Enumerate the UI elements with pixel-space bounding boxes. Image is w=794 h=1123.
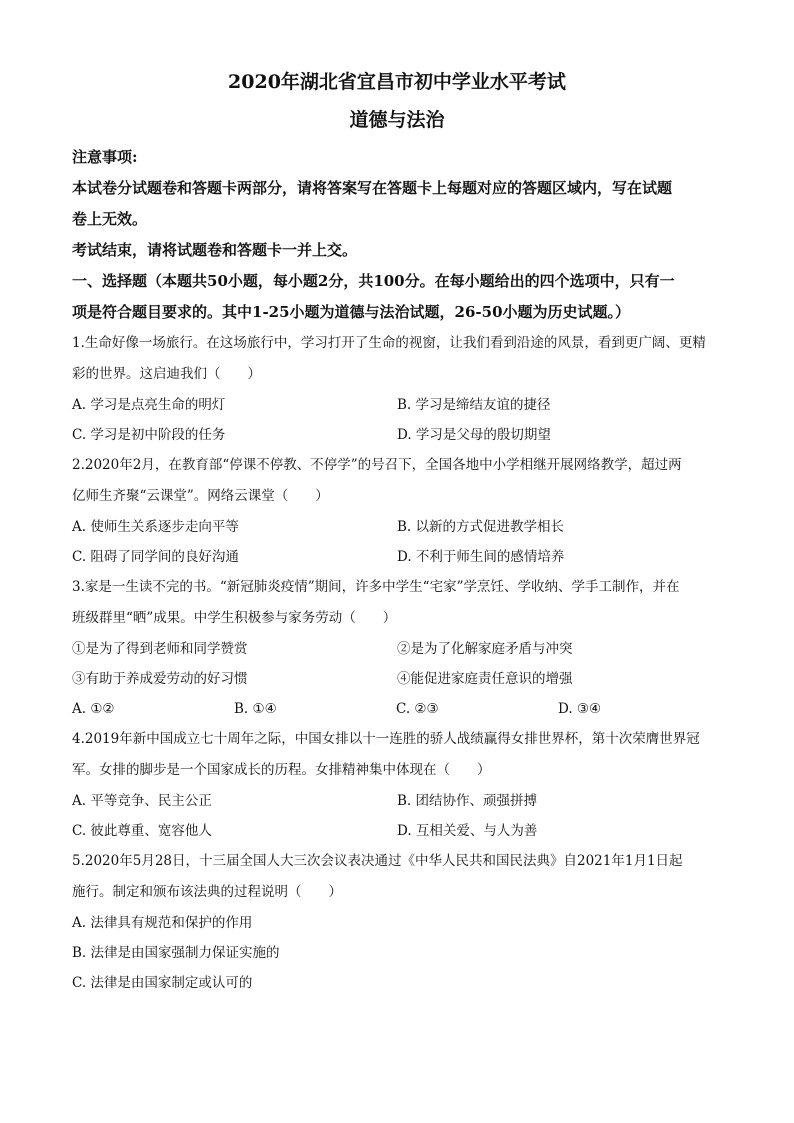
statement-2: ②是为了化解家庭矛盾与冲突: [397, 641, 573, 657]
option-a: A. 使师生关系逐步走向平等: [72, 519, 239, 535]
option-b: B. 学习是缔结友谊的捷径: [397, 397, 551, 413]
question-stem-line: 1.生命好像一场旅行。在这场旅行中，学习打开了生命的视窗，让我们看到沿途的风景，看到更广阔、更精: [72, 335, 706, 351]
option-c: C. ②③: [396, 701, 439, 717]
exam-page: [72, 68, 722, 998]
notice-heading: 注意事项:: [72, 148, 138, 166]
option-list: [72, 786, 722, 846]
option-a: A. 平等竞争、民主公正: [72, 793, 212, 809]
question-5: [72, 846, 722, 998]
option-a: A. 学习是点亮生命的明灯: [72, 397, 226, 413]
notice-line-2: 卷上无效。: [72, 210, 148, 228]
question-stem-line: 施行。制定和颁布该法典的过程说明（ ）: [72, 884, 342, 900]
notice-line-1: 本试卷分试题卷和答题卡两部分，请将答案写在答题卡上每题对应的答题区域内，写在试题: [72, 179, 673, 197]
option-b: B. ①④: [234, 701, 277, 717]
option-d: D. 互相关爱、与人为善: [397, 823, 538, 839]
question-2: [72, 450, 722, 572]
option-c: C. 阻碍了同学间的良好沟通: [72, 549, 239, 565]
option-d: D. ③④: [558, 701, 602, 717]
option-list: [72, 390, 722, 450]
option-b: B. 法律是由国家强制力保证实施的: [72, 945, 280, 961]
option-a: A. 法律具有规范和保护的作用: [72, 915, 253, 931]
option-list: [72, 512, 722, 572]
question-stem-line: 4.2019年新中国成立七十周年之际，中国女排以十一连胜的骄人战绩赢得女排世界杯，第十次荣膺世界冠: [72, 731, 700, 747]
option-c: C. 学习是初中阶段的任务: [72, 427, 226, 443]
question-stem-line: 亿师生齐聚“云课堂”。网络云课堂（ ）: [72, 488, 329, 504]
statement-3: ③有助于养成爱劳动的好习惯: [72, 671, 248, 687]
question-stem-line: 班级群里“晒”成果。中学生积极参与家务劳动（ ）: [72, 610, 397, 626]
option-d: D. 学习是父母的殷切期望: [397, 427, 551, 443]
statement-list: [72, 634, 722, 694]
question-4: [72, 724, 722, 846]
option-a: A. ①②: [72, 701, 115, 717]
option-c: C. 彼此尊重、宽容他人: [72, 823, 212, 839]
statement-1: ①是为了得到老师和同学赞赏: [72, 641, 248, 657]
question-stem-line: 彩的世界。这启迪我们（ ）: [72, 366, 261, 382]
notice-line-3: 考试结束，请将试题卷和答题卡一并上交。: [72, 241, 358, 259]
option-b: B. 以新的方式促进教学相长: [397, 519, 565, 535]
section-instruction-line-1: 一、选择题（本题共50小题，每小题2分，共100分。在每小题给出的四个选项中，只有一: [72, 272, 675, 290]
option-d: D. 不利于师生间的感情培养: [397, 549, 565, 565]
subject-title: 道德与法治: [349, 109, 445, 131]
option-b: B. 团结协作、顽强拼搏: [397, 793, 538, 809]
question-1: [72, 328, 722, 450]
option-list: [72, 908, 722, 998]
option-c: C. 法律是由国家制定或认可的: [72, 975, 253, 991]
question-stem-line: 军。女排的脚步是一个国家成长的历程。女排精神集中体现在（ ）: [72, 762, 491, 778]
option-list: [72, 694, 722, 724]
question-3: [72, 572, 722, 724]
question-stem-line: 2.2020年2月，在教育部“停课不停教、不停学”的号召下，全国各地中小学相继开展网络教学，超过两: [72, 457, 682, 473]
question-stem-line: 5.2020年5月28日，十三届全国人大三次会议表决通过《中华人民共和国民法典》自2021年1月1日起: [72, 853, 683, 869]
statement-4: ④能促进家庭责任意识的增强: [397, 671, 573, 687]
exam-title: 2020年湖北省宜昌市初中学业水平考试: [228, 71, 566, 93]
question-stem-line: 3.家是一生读不完的书。“新冠肺炎疫情”期间，许多中学生“宅家”学烹饪、学收纳、学手工制作，并在: [72, 579, 680, 595]
section-instruction-line-2: 项是符合题目要求的。其中1-25小题为道德与法治试题，26-50小题为历史试题。）: [72, 303, 631, 321]
